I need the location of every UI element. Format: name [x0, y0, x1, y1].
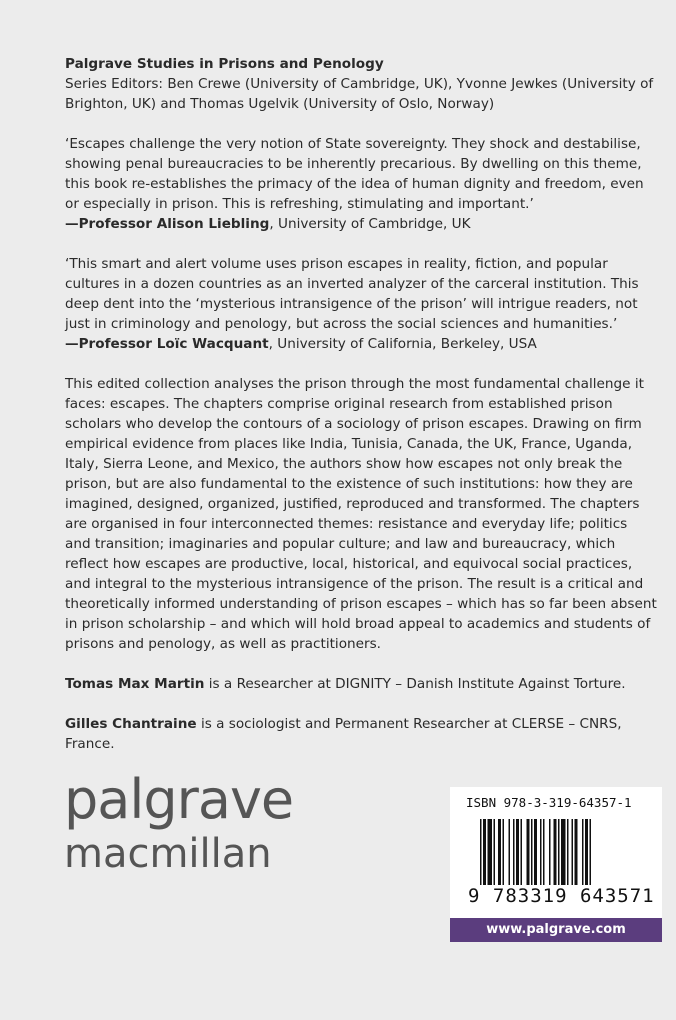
- series-editors: Series Editors: Ben Crewe (University of Cambridge, UK), Yvonne Jewkes (University of Brighton, UK) and Thomas Ugelvik (University of Oslo, Norway): [65, 76, 654, 112]
- editor-2-bio: is a sociologist and Permanent Researcher at CLERSE – CNRS, France.: [65, 716, 622, 752]
- endorsement-1: [65, 134, 657, 234]
- editor-bio-2: [65, 714, 657, 754]
- endorsement-1-author: —Professor Alison Liebling: [65, 216, 270, 232]
- publisher-logo-line1: palgrave: [64, 768, 294, 831]
- endorsement-1-attribution: [65, 214, 657, 234]
- isbn-barcode: [450, 787, 662, 942]
- series-info: [65, 54, 657, 114]
- editor-1-name: Tomas Max Martin: [65, 676, 205, 692]
- barcode-bars: [480, 819, 640, 885]
- endorsement-1-affiliation: , University of Cambridge, UK: [269, 216, 471, 232]
- endorsement-2-author: —Professor Loïc Wacquant: [65, 336, 269, 352]
- description-text: This edited collection analyses the prison through the most fundamental challenge it faces: escapes. The chapters comprise original research from established prison scholars who develop the contours of a sociology of prison escapes. Drawing on firm empirical evidence from places like India, Tunisia, Canada, the UK, France, Uganda, Italy, Sierra Leone, and Mexico, the authors show how escapes not only break the prison, but are also fundamental to the existence of such institutions: how they are imagined, designed, organized, justified, reproduced and transformed. The chapters are organised in four interconnected themes: resistance and everyday life; politics and transition; imaginaries and popular culture; and law and bureaucracy, which reflect how escapes are productive, local, historical, and equivocal social practices, and integral to the mysterious intransigence of the prison. The result is a critical and theoretically informed understanding of prison escapes – which has so far been absent in prison scholarship – and which will hold broad appeal to academics and students of prisons and penology, as well as practitioners.: [65, 376, 657, 652]
- back-cover-text: [65, 54, 657, 774]
- editor-2-name: Gilles Chantraine: [65, 716, 197, 732]
- endorsement-1-text: ‘Escapes challenge the very notion of State sovereignty. They shock and destabilise, showing penal bureaucracies to be inherently precarious. By dwelling on this theme, this book re-establishes the primacy of the idea of human dignity and freedom, even or especially in prison. This is refreshing, stimulating and important.’: [65, 136, 644, 212]
- editor-1-bio: is a Researcher at DIGNITY – Danish Institute Against Torture.: [204, 676, 626, 692]
- series-title: Palgrave Studies in Prisons and Penology: [65, 56, 384, 72]
- isbn-label: ISBN 978-3-319-64357-1: [466, 795, 632, 810]
- endorsement-2-affiliation: , University of California, Berkeley, USA: [268, 336, 537, 352]
- endorsement-2: [65, 254, 657, 354]
- editor-bio-1: [65, 674, 657, 694]
- barcode-digits: 9 783319 643571: [468, 885, 655, 907]
- endorsement-2-text: ‘This smart and alert volume uses prison escapes in reality, fiction, and popular cultures in a dozen countries as an inverted analyzer of the carceral institution. This deep dent into the ‘mysterious intransigence of the prison’ will intrigue readers, not just in criminology and penology, but across the social sciences and humanities.’: [65, 256, 639, 332]
- publisher-logo-line2: macmillan: [64, 831, 272, 877]
- book-description: [65, 374, 657, 654]
- publisher-url: www.palgrave.com: [450, 918, 662, 942]
- publisher-logo: [64, 768, 294, 877]
- endorsement-2-attribution: [65, 334, 657, 354]
